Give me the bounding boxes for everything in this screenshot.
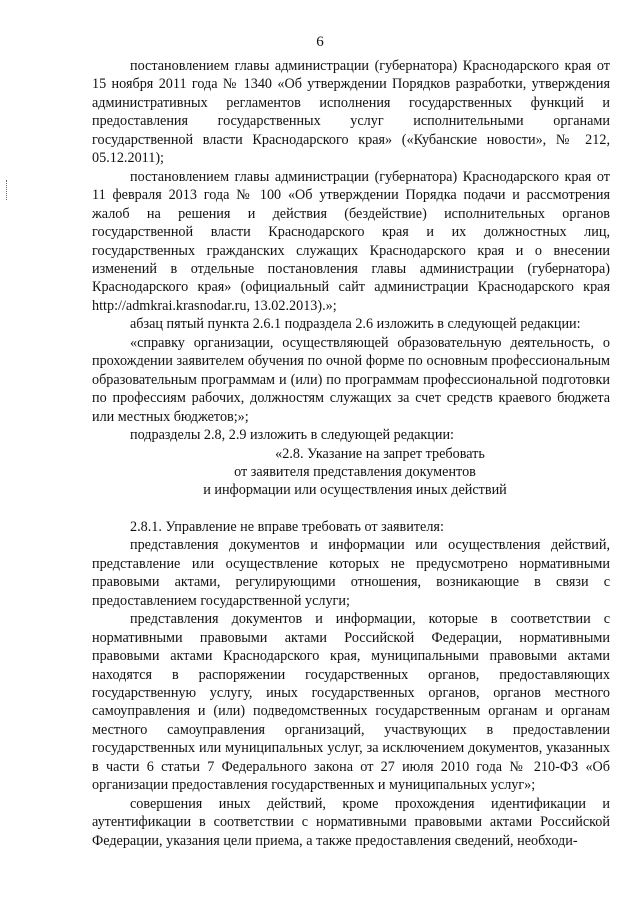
margin-mark [6, 180, 9, 200]
paragraph-decree-100: постановлением главы администрации (губернатора) Краснодарского края от 11 февраля 2013 года № 100 «Об утверждении Порядка подачи и рассмотрения жалоб на решения и действия (бездействие) исполнительных органов государственной власти Краснодарского края и их должностных лиц, государственных гражданских служащих Краснодарского края и о внесении изменений в отдельные постановления главы администрации (губернатора) Краснодарского края» (официальный сайт администрации Краснодарского края http://admkrai.krasnodar.ru, 13.02.2013).»; [92, 168, 610, 314]
paragraph-decree-1340: постановлением главы администрации (губернатора) Краснодарского края от 15 ноября 2011 года № 1340 «Об утверждении Порядков разработки, утверждения административных регламентов исполнения государственных функций и предоставления государственных услуг исполнительными органами государственной власти Краснодарского края» («Кубанские новости», № 212, 05.12.2011); [92, 58, 610, 167]
page-number: 6 [316, 34, 324, 50]
paragraph-other-actions: совершения иных действий, кроме прохождения идентификации и аутентификации в соответствии с нормативными правовыми актами Российской Федерации, указания цели приема, а также предоставления сведений, необходи- [92, 795, 610, 849]
heading-line: «2.8. Указание на запрет требовать [275, 445, 485, 462]
document-body [92, 57, 610, 850]
spacer [92, 500, 610, 518]
paragraph-certificate: «справку организации, осуществляющей образовательную деятельность, о прохождении заявителем обучения по очной форме по основным профессиональным образовательным программам и (или) по программам профессиональной подготовки по профессиям рабочих, должностям служащих за счет средств краевого бюджета или местных бюджетов;»; [92, 334, 610, 425]
heading-line: от заявителя представления документов [234, 463, 476, 480]
paragraph-amend-2-6-1: абзац пятый пункта 2.6.1 подраздела 2.6 изложить в следующей редакции: [130, 316, 581, 333]
paragraph-documents-info: представления документов и информации, которые в соответствии с нормативными правовыми актами Российской Федерации, нормативными правовыми актами Краснодарского края, муниципальными правовыми актами находятся в распоряжении государственных органов, предоставляющих государственную услугу, иных государственных органов, органов местного самоуправления и (или) подведомственных государственным органам и органам местного самоуправления организаций, участвующих в предоставлении государственных или муниципальных услуг, за исключением документов, указанных в части 6 статьи 7 Федерального закона от 27 июля 2010 года № 210-ФЗ «Об организации предоставления государственных и муниципальных услуг»; [92, 611, 610, 794]
section-heading [92, 445, 610, 500]
paragraph-2-8-1: 2.8.1. Управление не вправе требовать от заявителя: [130, 518, 444, 535]
paragraph-documents-actions: представления документов и информации или осуществления действий, представление или осуществление которых не предусмотрено нормативными правовыми актами, регулирующими отношения, возникающие в связи с предоставлением государственной услуги; [92, 537, 610, 609]
heading-line: и информации или осуществления иных действий [203, 482, 507, 499]
paragraph-subsections: подразделы 2.8, 2.9 изложить в следующей редакции: [130, 427, 454, 444]
